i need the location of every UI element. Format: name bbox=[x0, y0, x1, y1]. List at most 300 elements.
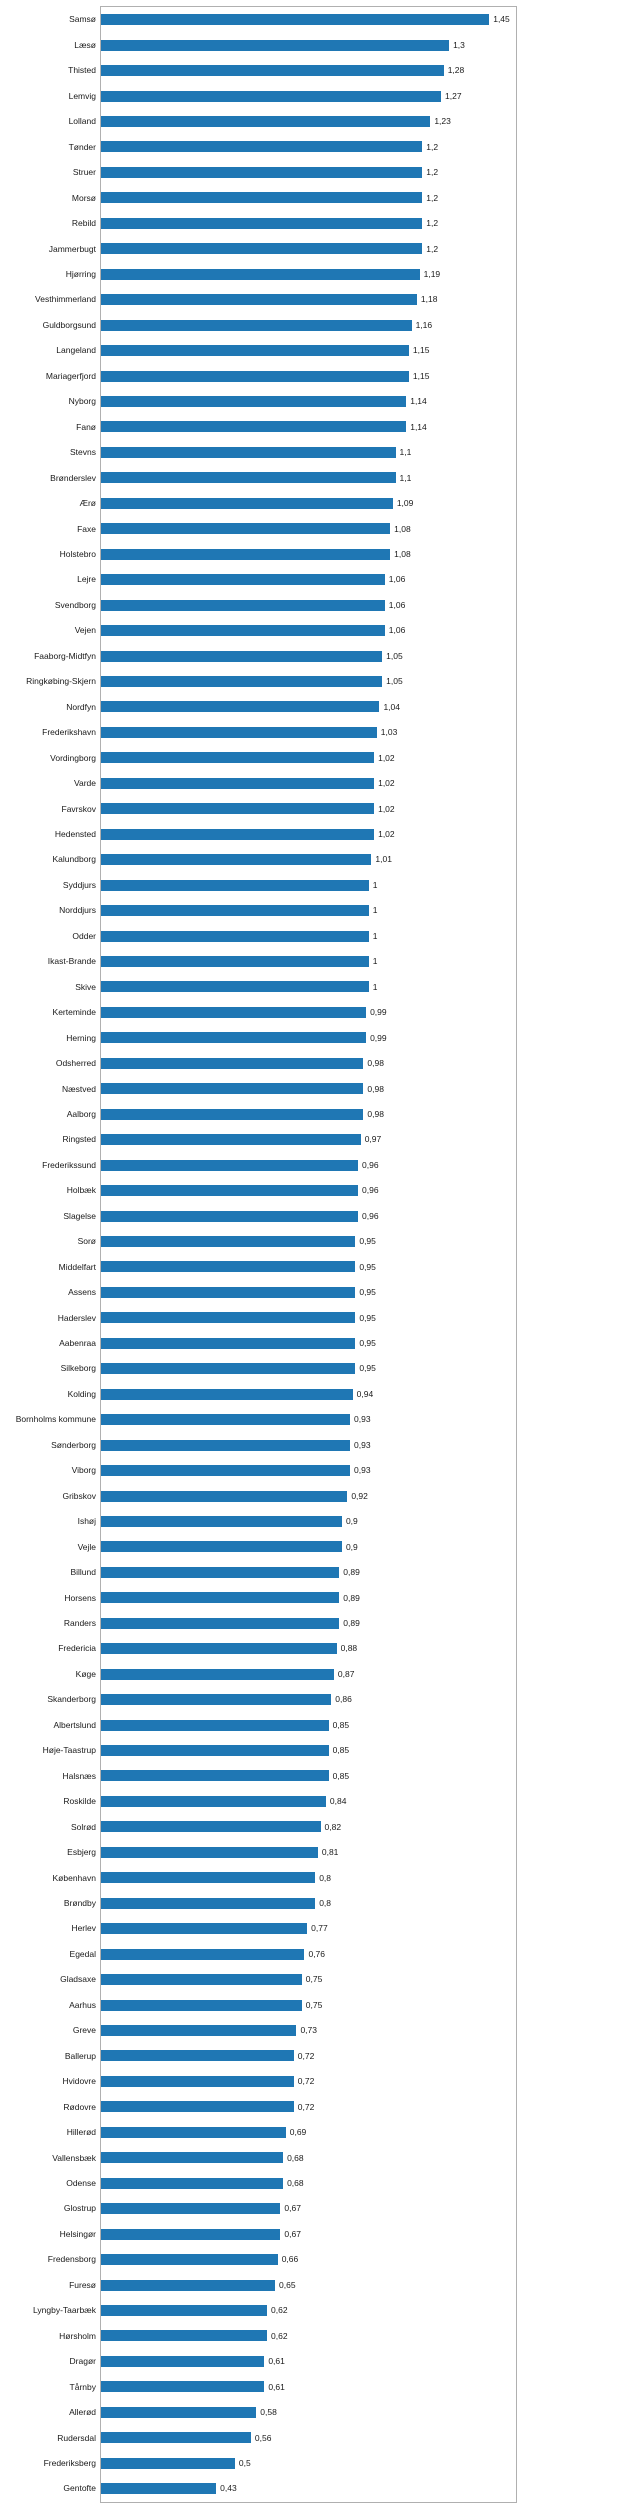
bar-row bbox=[75, 974, 516, 999]
bar-value-label: 1,09 bbox=[396, 498, 414, 509]
bar bbox=[101, 1363, 355, 1374]
bar bbox=[101, 1770, 329, 1781]
bar-value-label: 0,96 bbox=[362, 1185, 379, 1196]
bar-value-label: 1,06 bbox=[388, 599, 406, 610]
category-label: Herning bbox=[66, 1032, 96, 1043]
bar bbox=[101, 2330, 267, 2341]
bar-row bbox=[53, 1712, 516, 1737]
bar-value-label: 0,62 bbox=[271, 2330, 288, 2341]
bar-value-label: 0,75 bbox=[305, 1974, 323, 1985]
category-label: Hørsholm bbox=[59, 2330, 96, 2341]
bar-row bbox=[26, 669, 516, 694]
category-label: Svendborg bbox=[54, 599, 96, 610]
bar-row bbox=[59, 2221, 516, 2246]
category-label: København bbox=[52, 1872, 96, 1883]
bar-value-label: 1,05 bbox=[386, 676, 403, 687]
bar-value-label: 1,27 bbox=[445, 90, 462, 101]
category-label: Hedensted bbox=[54, 828, 96, 839]
bar bbox=[101, 2305, 267, 2316]
category-label: Brøndby bbox=[63, 1898, 96, 1908]
category-label: Slagelse bbox=[63, 1210, 96, 1221]
bar-row bbox=[57, 2425, 516, 2450]
bar-value-label: 1 bbox=[372, 981, 378, 992]
bar-value-label: 1,2 bbox=[426, 167, 439, 178]
bar bbox=[101, 2458, 235, 2469]
bar-row bbox=[52, 2145, 516, 2170]
bar bbox=[101, 803, 374, 814]
bar-row bbox=[62, 1763, 516, 1788]
bar bbox=[101, 1058, 363, 1069]
category-label: Tårnby bbox=[69, 2381, 96, 2392]
bar-row bbox=[50, 745, 516, 770]
bar-row bbox=[42, 720, 516, 745]
bar-row bbox=[35, 287, 516, 312]
category-label: Holbæk bbox=[66, 1185, 96, 1196]
bar-row bbox=[59, 2323, 516, 2348]
bar-row bbox=[73, 771, 516, 796]
bar bbox=[101, 981, 369, 992]
bar bbox=[101, 269, 420, 280]
bar-row bbox=[61, 796, 516, 821]
bar-row bbox=[69, 2349, 516, 2374]
category-label: Fanø bbox=[76, 421, 96, 432]
bar bbox=[101, 1236, 355, 1247]
bar-value-label: 1,18 bbox=[420, 294, 438, 305]
category-label: Aalborg bbox=[66, 1108, 96, 1119]
bar-row bbox=[74, 618, 516, 643]
bar-value-label: 0,89 bbox=[343, 1618, 360, 1629]
category-label: Hillerød bbox=[66, 2127, 96, 2138]
bar bbox=[101, 1898, 315, 1909]
bar-row bbox=[63, 2196, 516, 2221]
category-label: Vesthimmerland bbox=[35, 294, 96, 305]
category-label: Norddjurs bbox=[59, 905, 96, 916]
bar-value-label: 1,1 bbox=[399, 447, 412, 458]
category-label: Aarhus bbox=[69, 1999, 96, 2010]
bar bbox=[101, 1312, 355, 1323]
bar-value-label: 1,02 bbox=[378, 752, 395, 763]
category-label: Morsø bbox=[71, 192, 96, 203]
bar bbox=[101, 1796, 326, 1807]
bar bbox=[101, 1872, 315, 1883]
bar-row bbox=[65, 262, 516, 287]
bar bbox=[101, 2000, 302, 2011]
category-label: Lemvig bbox=[68, 90, 96, 101]
category-label: Skanderborg bbox=[47, 1694, 96, 1705]
bar-value-label: 0,61 bbox=[268, 2356, 285, 2367]
bar bbox=[101, 1007, 366, 1018]
bar-row bbox=[67, 1840, 516, 1865]
bar-value-label: 1,3 bbox=[453, 39, 465, 50]
bar bbox=[101, 498, 393, 509]
bar bbox=[101, 574, 385, 585]
bar-row bbox=[52, 1000, 516, 1025]
category-label: Rudersdal bbox=[57, 2432, 96, 2443]
bar-value-label: 1,2 bbox=[426, 243, 439, 254]
category-label: Frederikshavn bbox=[42, 727, 96, 738]
bar-row bbox=[58, 1636, 516, 1661]
bar-value-label: 1,14 bbox=[410, 421, 427, 432]
bar bbox=[101, 1618, 339, 1629]
bar bbox=[101, 2356, 264, 2367]
bar-value-label: 0,95 bbox=[359, 1312, 376, 1323]
bar-row bbox=[52, 1865, 516, 1890]
bar bbox=[101, 320, 412, 331]
bar-value-label: 0,97 bbox=[364, 1134, 382, 1145]
bar-row bbox=[70, 440, 516, 465]
bar bbox=[101, 447, 396, 458]
bar bbox=[101, 421, 406, 432]
bar-row bbox=[47, 2247, 516, 2272]
category-label: Kalundborg bbox=[52, 854, 96, 865]
bar bbox=[101, 1287, 355, 1298]
category-label: Odsherred bbox=[55, 1058, 96, 1069]
bar-value-label: 0,95 bbox=[359, 1363, 376, 1374]
bar bbox=[101, 1109, 363, 1120]
category-label: Ballerup bbox=[64, 2050, 96, 2061]
bar bbox=[101, 2076, 294, 2087]
category-label: Fredericia bbox=[58, 1643, 96, 1654]
bar-value-label: 0,95 bbox=[359, 1338, 376, 1349]
bar bbox=[101, 1567, 339, 1578]
category-label: Holstebro bbox=[59, 548, 96, 559]
bar-value-label: 0,85 bbox=[332, 1745, 350, 1756]
category-label: Næstved bbox=[61, 1083, 96, 1094]
bar-value-label: 1,01 bbox=[375, 854, 392, 865]
bar bbox=[101, 880, 369, 891]
category-label: Viborg bbox=[71, 1465, 96, 1476]
bar bbox=[101, 2254, 278, 2265]
bar-value-label: 0,93 bbox=[354, 1439, 371, 1450]
category-label: Sorø bbox=[77, 1236, 96, 1247]
bar-value-label: 0,98 bbox=[367, 1108, 384, 1119]
bar-value-label: 0,8 bbox=[319, 1872, 332, 1883]
bar bbox=[101, 2050, 294, 2061]
bar-value-label: 0,62 bbox=[271, 2305, 288, 2316]
bar-row bbox=[69, 7, 516, 32]
bar-value-label: 0,98 bbox=[367, 1058, 384, 1069]
bar-row bbox=[56, 338, 516, 363]
bar bbox=[101, 1185, 358, 1196]
category-label: Assens bbox=[68, 1287, 96, 1298]
bar-row bbox=[75, 1661, 516, 1686]
bar-value-label: 0,66 bbox=[281, 2254, 299, 2265]
bar-row bbox=[71, 1916, 516, 1941]
bar-row bbox=[62, 872, 516, 897]
category-label: Brønderslev bbox=[50, 472, 96, 483]
bar-value-label: 0,93 bbox=[354, 1465, 371, 1476]
bar-row bbox=[42, 1152, 516, 1177]
bar bbox=[101, 676, 382, 687]
bar bbox=[101, 141, 422, 152]
bar bbox=[101, 905, 369, 916]
bar-value-label: 1 bbox=[372, 905, 378, 916]
bar-row bbox=[72, 2018, 516, 2043]
bar bbox=[101, 1923, 307, 1934]
bar-value-label: 1 bbox=[372, 930, 378, 941]
bar bbox=[101, 1592, 339, 1603]
category-label: Guldborgsund bbox=[42, 319, 96, 330]
category-label: Køge bbox=[75, 1668, 96, 1679]
bar-row bbox=[77, 567, 516, 592]
bar-row bbox=[61, 1076, 516, 1101]
bar-value-label: 0,99 bbox=[370, 1032, 387, 1043]
bar-value-label: 1,08 bbox=[394, 548, 411, 559]
category-label: Dragør bbox=[69, 2356, 96, 2367]
category-label: Gladsaxe bbox=[60, 1974, 96, 1985]
category-label: Ikast-Brande bbox=[47, 956, 96, 967]
category-label: Stevns bbox=[70, 447, 96, 458]
bar-row bbox=[77, 1229, 516, 1254]
bar-value-label: 1,14 bbox=[410, 396, 427, 407]
bar-value-label: 0,76 bbox=[308, 1948, 326, 1959]
bar bbox=[101, 651, 382, 662]
bar bbox=[101, 1720, 329, 1731]
bar-row bbox=[63, 2094, 516, 2119]
bar-row bbox=[66, 694, 516, 719]
bar-value-label: 0,61 bbox=[268, 2381, 285, 2392]
category-label: Odense bbox=[66, 2177, 96, 2188]
bar-row bbox=[72, 160, 516, 185]
plot-area bbox=[15, 6, 517, 2503]
category-label: Rødovre bbox=[63, 2101, 96, 2112]
bar bbox=[101, 600, 385, 611]
category-label: Tønder bbox=[68, 141, 96, 152]
bar-value-label: 1,1 bbox=[399, 472, 412, 483]
bar bbox=[101, 2203, 280, 2214]
bar-value-label: 1,03 bbox=[380, 727, 398, 738]
bar bbox=[101, 956, 369, 967]
bar-row bbox=[68, 83, 516, 108]
bar-value-label: 1 bbox=[372, 879, 378, 890]
category-label: Frederiksberg bbox=[43, 2457, 96, 2468]
bar-value-label: 0,98 bbox=[367, 1083, 384, 1094]
bar-row bbox=[55, 1051, 516, 1076]
bar-value-label: 0,93 bbox=[354, 1414, 371, 1425]
category-label: Vejle bbox=[77, 1541, 96, 1552]
bar-value-label: 0,9 bbox=[345, 1516, 358, 1527]
bar-row bbox=[43, 2451, 516, 2476]
bar bbox=[101, 829, 374, 840]
bar-row bbox=[48, 236, 516, 261]
category-label: Ærø bbox=[79, 498, 96, 509]
bar-value-label: 1,15 bbox=[412, 370, 430, 381]
bar-row bbox=[45, 363, 516, 388]
category-label: Faaborg-Midtfyn bbox=[34, 650, 96, 661]
bar-row bbox=[74, 32, 516, 57]
category-label: Bornholms kommune bbox=[15, 1414, 96, 1425]
category-label: Horsens bbox=[64, 1592, 96, 1603]
bar bbox=[101, 192, 422, 203]
bar-row bbox=[63, 2476, 516, 2501]
bar-row bbox=[69, 1992, 516, 2017]
bar bbox=[101, 243, 422, 254]
category-label: Lolland bbox=[68, 116, 96, 127]
bar-row bbox=[69, 2272, 516, 2297]
bar-value-label: 0,88 bbox=[340, 1643, 358, 1654]
category-label: Favrskov bbox=[61, 803, 96, 814]
category-label: Faxe bbox=[77, 523, 96, 534]
bar bbox=[101, 1134, 361, 1145]
bar-row bbox=[72, 923, 516, 948]
bar bbox=[101, 1160, 358, 1171]
bar-row bbox=[63, 1203, 516, 1228]
bar-row bbox=[66, 1025, 516, 1050]
bar-value-label: 0,81 bbox=[321, 1847, 339, 1858]
bar-row bbox=[59, 542, 516, 567]
bar-value-label: 1,2 bbox=[426, 141, 439, 152]
bar-value-label: 1,28 bbox=[447, 65, 465, 76]
bar-value-label: 0,67 bbox=[284, 2203, 301, 2214]
bar-row bbox=[63, 1891, 516, 1916]
category-label: Esbjerg bbox=[67, 1847, 96, 1858]
bar bbox=[101, 1516, 342, 1527]
bar bbox=[101, 40, 449, 51]
category-label: Halsnæs bbox=[62, 1770, 96, 1781]
category-label: Lejre bbox=[77, 574, 96, 585]
category-label: Rebild bbox=[71, 218, 96, 229]
category-label: Høje-Taastrup bbox=[42, 1745, 96, 1756]
bar-row bbox=[79, 491, 516, 516]
bar bbox=[101, 1211, 358, 1222]
bar bbox=[101, 1974, 302, 1985]
bar-value-label: 0,68 bbox=[287, 2177, 304, 2188]
bar-row bbox=[64, 1585, 516, 1610]
category-label: Skive bbox=[75, 981, 96, 992]
bar-row bbox=[71, 1458, 516, 1483]
bar-value-label: 1,06 bbox=[388, 625, 406, 636]
category-label: Nordfyn bbox=[66, 701, 96, 712]
bar-row bbox=[62, 1127, 516, 1152]
bar bbox=[101, 1465, 350, 1476]
bar-row bbox=[51, 1432, 516, 1457]
bar-value-label: 0,77 bbox=[311, 1923, 328, 1934]
bar bbox=[101, 1338, 355, 1349]
bar-row bbox=[68, 134, 516, 159]
bar bbox=[101, 2280, 275, 2291]
bar-value-label: 1,02 bbox=[378, 828, 395, 839]
bar-value-label: 0,72 bbox=[297, 2050, 315, 2061]
bar bbox=[101, 2101, 294, 2112]
category-label: Samsø bbox=[69, 14, 96, 25]
bar-row bbox=[69, 1941, 516, 1966]
bar-row bbox=[58, 1254, 516, 1279]
bar-row bbox=[77, 1509, 516, 1534]
bar-row bbox=[64, 2043, 516, 2068]
category-label: Gentofte bbox=[63, 2483, 96, 2494]
bar bbox=[101, 2178, 283, 2189]
bar-value-label: 1,2 bbox=[426, 192, 439, 203]
bar-value-label: 0,69 bbox=[289, 2127, 307, 2138]
bar-value-label: 0,85 bbox=[332, 1719, 350, 1730]
category-label: Nyborg bbox=[68, 396, 96, 407]
bar-row bbox=[54, 592, 516, 617]
category-label: Kerteminde bbox=[52, 1007, 96, 1018]
bar-value-label: 0,86 bbox=[335, 1694, 352, 1705]
bar-value-label: 0,95 bbox=[359, 1261, 376, 1272]
category-label: Vordingborg bbox=[50, 752, 96, 763]
category-label: Solrød bbox=[70, 1821, 96, 1832]
bar-row bbox=[60, 1356, 516, 1381]
category-label: Silkeborg bbox=[60, 1363, 96, 1374]
bar bbox=[101, 1491, 347, 1502]
bar-value-label: 1,2 bbox=[426, 218, 439, 229]
bar-row bbox=[66, 2171, 516, 2196]
bar bbox=[101, 1643, 337, 1654]
category-label: Glostrup bbox=[63, 2203, 96, 2214]
bar bbox=[101, 752, 374, 763]
bar-row bbox=[42, 1738, 516, 1763]
category-label: Thisted bbox=[68, 65, 96, 76]
bar bbox=[101, 1949, 304, 1960]
bar bbox=[101, 1440, 350, 1451]
bar-row bbox=[77, 516, 516, 541]
bar-value-label: 0,94 bbox=[356, 1388, 374, 1399]
category-label: Vejen bbox=[74, 625, 96, 636]
bar-row bbox=[66, 1101, 516, 1126]
category-label: Aabenraa bbox=[59, 1338, 96, 1349]
bar bbox=[101, 523, 390, 534]
category-label: Syddjurs bbox=[62, 879, 96, 890]
bar-row bbox=[57, 1305, 516, 1330]
bar bbox=[101, 218, 422, 229]
category-label: Hjørring bbox=[65, 269, 96, 279]
bar-value-label: 1,45 bbox=[493, 14, 510, 25]
bar bbox=[101, 1669, 334, 1680]
bar bbox=[101, 1389, 353, 1400]
bar bbox=[101, 371, 409, 382]
category-label: Albertslund bbox=[53, 1719, 96, 1730]
bar-row bbox=[70, 1814, 516, 1839]
bar-value-label: 0,82 bbox=[324, 1821, 342, 1832]
bar bbox=[101, 116, 430, 127]
bar bbox=[101, 2381, 264, 2392]
category-label: Ringsted bbox=[62, 1134, 96, 1145]
bar-row bbox=[67, 1381, 516, 1406]
category-label: Furesø bbox=[69, 2279, 96, 2290]
bar-row bbox=[63, 1611, 516, 1636]
bar bbox=[101, 2152, 283, 2163]
bar bbox=[101, 1847, 318, 1858]
bar-row bbox=[34, 643, 516, 668]
bar-value-label: 0,65 bbox=[279, 2279, 296, 2290]
bar-value-label: 0,95 bbox=[359, 1236, 376, 1247]
bar bbox=[101, 65, 444, 76]
bar-value-label: 1,04 bbox=[383, 701, 400, 712]
bar-row bbox=[15, 1407, 516, 1432]
bar-value-label: 0,84 bbox=[329, 1796, 347, 1807]
bar-value-label: 0,5 bbox=[238, 2457, 251, 2468]
category-label: Billund bbox=[70, 1567, 96, 1578]
bar-value-label: 0,8 bbox=[319, 1898, 332, 1908]
bar-row bbox=[68, 1280, 516, 1305]
bar bbox=[101, 2025, 296, 2036]
bar-value-label: 0,9 bbox=[345, 1541, 358, 1552]
bar-row bbox=[69, 2400, 516, 2425]
bar bbox=[101, 1083, 363, 1094]
bar-value-label: 0,72 bbox=[297, 2101, 315, 2112]
bar bbox=[101, 1694, 331, 1705]
category-label: Hvidovre bbox=[62, 2076, 96, 2087]
bar bbox=[101, 625, 385, 636]
bar-row bbox=[68, 58, 516, 83]
bar bbox=[101, 14, 489, 25]
category-label: Fredensborg bbox=[47, 2254, 96, 2265]
bar-row bbox=[69, 2374, 516, 2399]
bar-value-label: 0,72 bbox=[297, 2076, 315, 2087]
bar-row bbox=[62, 1483, 516, 1508]
category-label: Gribskov bbox=[62, 1490, 96, 1501]
